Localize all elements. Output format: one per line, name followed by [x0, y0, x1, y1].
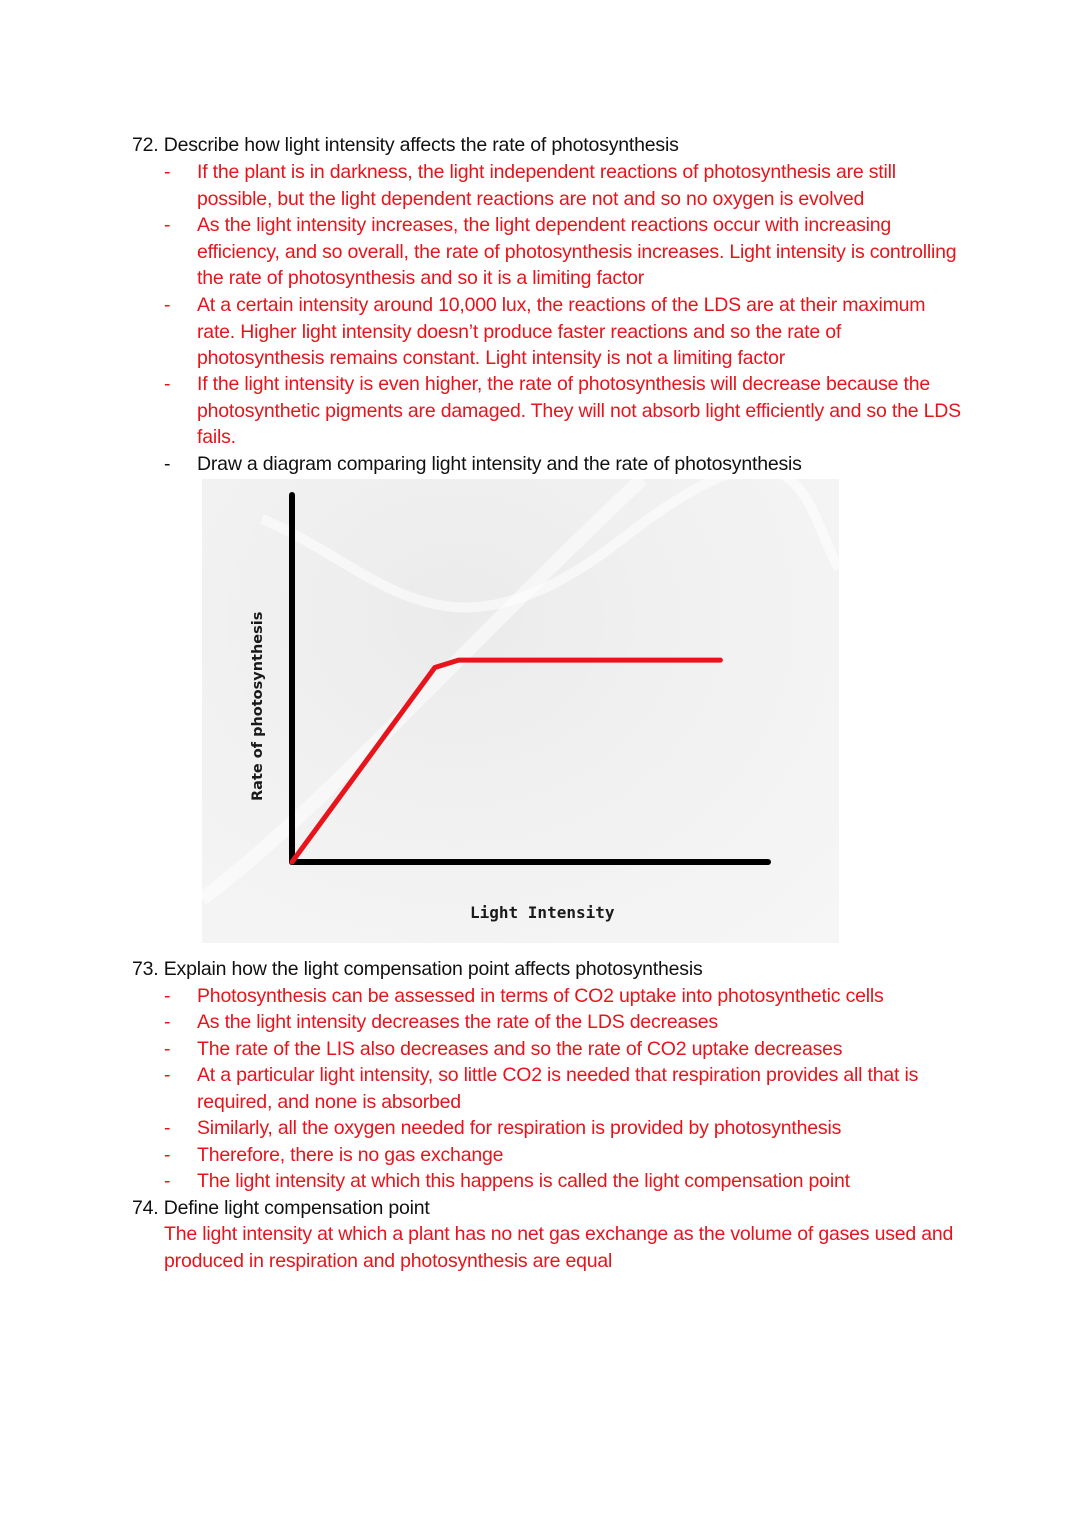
q73-bullet-2	[164, 1009, 964, 1036]
q73-bullet-4	[164, 1062, 964, 1115]
bullet-dash: -	[164, 1144, 171, 1166]
q72-bullet-4	[164, 371, 964, 451]
question-74-title: 74. Define light compensation point	[132, 1197, 430, 1219]
bullet-dash: -	[164, 1170, 171, 1192]
q72-bullet-1	[164, 159, 964, 212]
bullet-text: As the light intensity decreases the rate of the LDS decreases	[197, 1011, 718, 1033]
q73-bullet-1	[164, 983, 964, 1010]
q73-bullet-7	[164, 1168, 964, 1195]
bullet-dash: -	[164, 161, 171, 183]
question-73-title: 73. Explain how the light compensation point affects photosynthesis	[132, 958, 703, 980]
x-axis-label: Light Intensity	[470, 903, 615, 922]
q73-bullet-5	[164, 1115, 964, 1142]
y-axis-label: Rate of photosynthesis	[250, 611, 266, 801]
bullet-dash: -	[164, 1038, 171, 1060]
bullet-text: Similarly, all the oxygen needed for respiration is provided by photosynthesis	[197, 1117, 842, 1139]
chart-svg	[202, 479, 839, 943]
bullet-dash: -	[164, 294, 171, 316]
q73-bullet-3	[164, 1036, 964, 1063]
bullet-text: Photosynthesis can be assessed in terms of CO2 uptake into photosynthetic cells	[197, 985, 884, 1007]
bullet-dash: -	[164, 1011, 171, 1033]
q72-bullet-3	[164, 292, 964, 372]
light-intensity-graph	[202, 479, 839, 943]
bullet-text: If the light intensity is even higher, the rate of photosynthesis will decrease because the photosynthetic pigments are damaged. They will not absorb light efficiently and so the LDS fails.	[197, 373, 961, 448]
bullet-text: At a certain intensity around 10,000 lux, the reactions of the LDS are at their maximum rate. Higher light intensity doesn’t produce faster reactions and so the rate of photosynthesis remains constant. Light intensity is not a limiting factor	[197, 294, 926, 369]
bullet-text: If the plant is in darkness, the light independent reactions of photosynthesis are still possible, but the light dependent reactions are not and so no oxygen is evolved	[197, 161, 896, 210]
bullet-text: As the light intensity increases, the light dependent reactions occur with increasing efficiency, and so overall, the rate of photosynthesis increases. Light intensity is controlling the rate of photosynthesis and so it is a limiting factor	[197, 214, 957, 289]
bullet-dash: -	[164, 214, 171, 236]
leaf-vein-decoration	[262, 479, 839, 607]
bullet-dash: -	[164, 985, 171, 1007]
q74-answer: The light intensity at which a plant has no net gas exchange as the volume of gases used and produced in respiration and photosynthesis are equal	[164, 1223, 954, 1272]
bullet-dash: -	[164, 1064, 171, 1086]
bullet-text: At a particular light intensity, so little CO2 is needed that respiration provides all that is required, and none is absorbed	[197, 1064, 919, 1113]
question-72-title: 72. Describe how light intensity affects the rate of photosynthesis	[132, 134, 679, 156]
bullet-dash: -	[164, 453, 171, 475]
bullet-text: Draw a diagram comparing light intensity and the rate of photosynthesis	[197, 453, 802, 475]
q72-bullet-5	[164, 451, 964, 478]
q72-bullet-2	[164, 212, 964, 292]
q73-bullet-6	[164, 1142, 964, 1169]
bullet-text: Therefore, there is no gas exchange	[197, 1144, 504, 1166]
bullet-dash: -	[164, 373, 171, 395]
bullet-dash: -	[164, 1117, 171, 1139]
bullet-text: The rate of the LIS also decreases and so the rate of CO2 uptake decreases	[197, 1038, 843, 1060]
bullet-text: The light intensity at which this happens is called the light compensation point	[197, 1170, 850, 1192]
